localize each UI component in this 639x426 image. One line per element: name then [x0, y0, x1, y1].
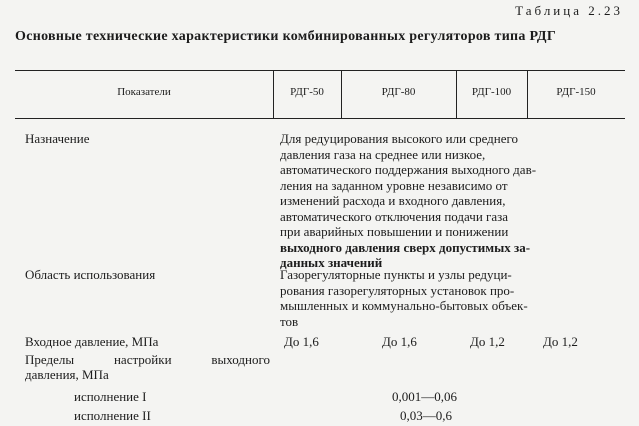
header-rdg-80: РДГ-80 [381, 86, 416, 98]
purpose-line: изменений расхода и входного давления, [280, 193, 506, 208]
header-bottom-rule [15, 118, 625, 119]
header-rdg-150: РДГ-150 [556, 86, 596, 98]
inlet-value-rdg-100: До 1,2 [470, 334, 505, 349]
row-usage-description [280, 267, 620, 329]
row-inlet-label: Входное давление, МПа [25, 334, 159, 349]
purpose-line: при аварийных повышении и понижении [280, 224, 509, 239]
inlet-value-rdg-50: До 1,6 [284, 334, 319, 349]
version-1-label: исполнение I [74, 389, 147, 404]
header-rdg-50: РДГ-50 [290, 86, 324, 98]
usage-line: тов [280, 313, 299, 329]
purpose-line: давления газа на среднее или низкое, [280, 146, 486, 162]
header-rdg-100: РДГ-100 [471, 86, 512, 98]
version-2-value: 0,03—0,6 [400, 408, 452, 423]
row-purpose-description [280, 131, 620, 271]
usage-line: Газорегуляторные пункты и узлы редуци- [280, 267, 512, 282]
header-top-rule [15, 70, 625, 71]
header-param: Показатели [117, 86, 171, 98]
row-outlet-label-line2: давления, МПа [25, 367, 109, 382]
row-usage-label: Область использования [25, 267, 156, 282]
purpose-line: автоматического отключения подачи газа [280, 208, 509, 224]
purpose-line: Для редуцирования высокого или среднего [280, 131, 519, 146]
purpose-line: автоматического поддержания выходного дав- [280, 162, 537, 177]
purpose-line: ления на заданном уровне независимо от [280, 177, 508, 193]
row-outlet-label-line1: Пределы настройки выходного [25, 352, 270, 367]
version-2-label: исполнение II [74, 408, 151, 423]
purpose-line: данных значений [280, 255, 383, 270]
version-1-value: 0,001—0,06 [392, 389, 457, 404]
usage-line: мышленных и коммунально-бытовых объек- [280, 298, 528, 313]
row-purpose-label: Назначение [25, 131, 90, 146]
purpose-line: выходного давления сверх допустимых за- [280, 239, 531, 255]
table-title: Основные технические характеристики комбинированных регуляторов типа РДГ [15, 29, 557, 44]
usage-line: рования газорегуляторных установок про- [280, 282, 515, 298]
inlet-value-rdg-80: До 1,6 [382, 334, 417, 349]
inlet-value-rdg-150: До 1,2 [543, 334, 578, 349]
table-number-label: Таблица 2.23 [515, 3, 623, 18]
